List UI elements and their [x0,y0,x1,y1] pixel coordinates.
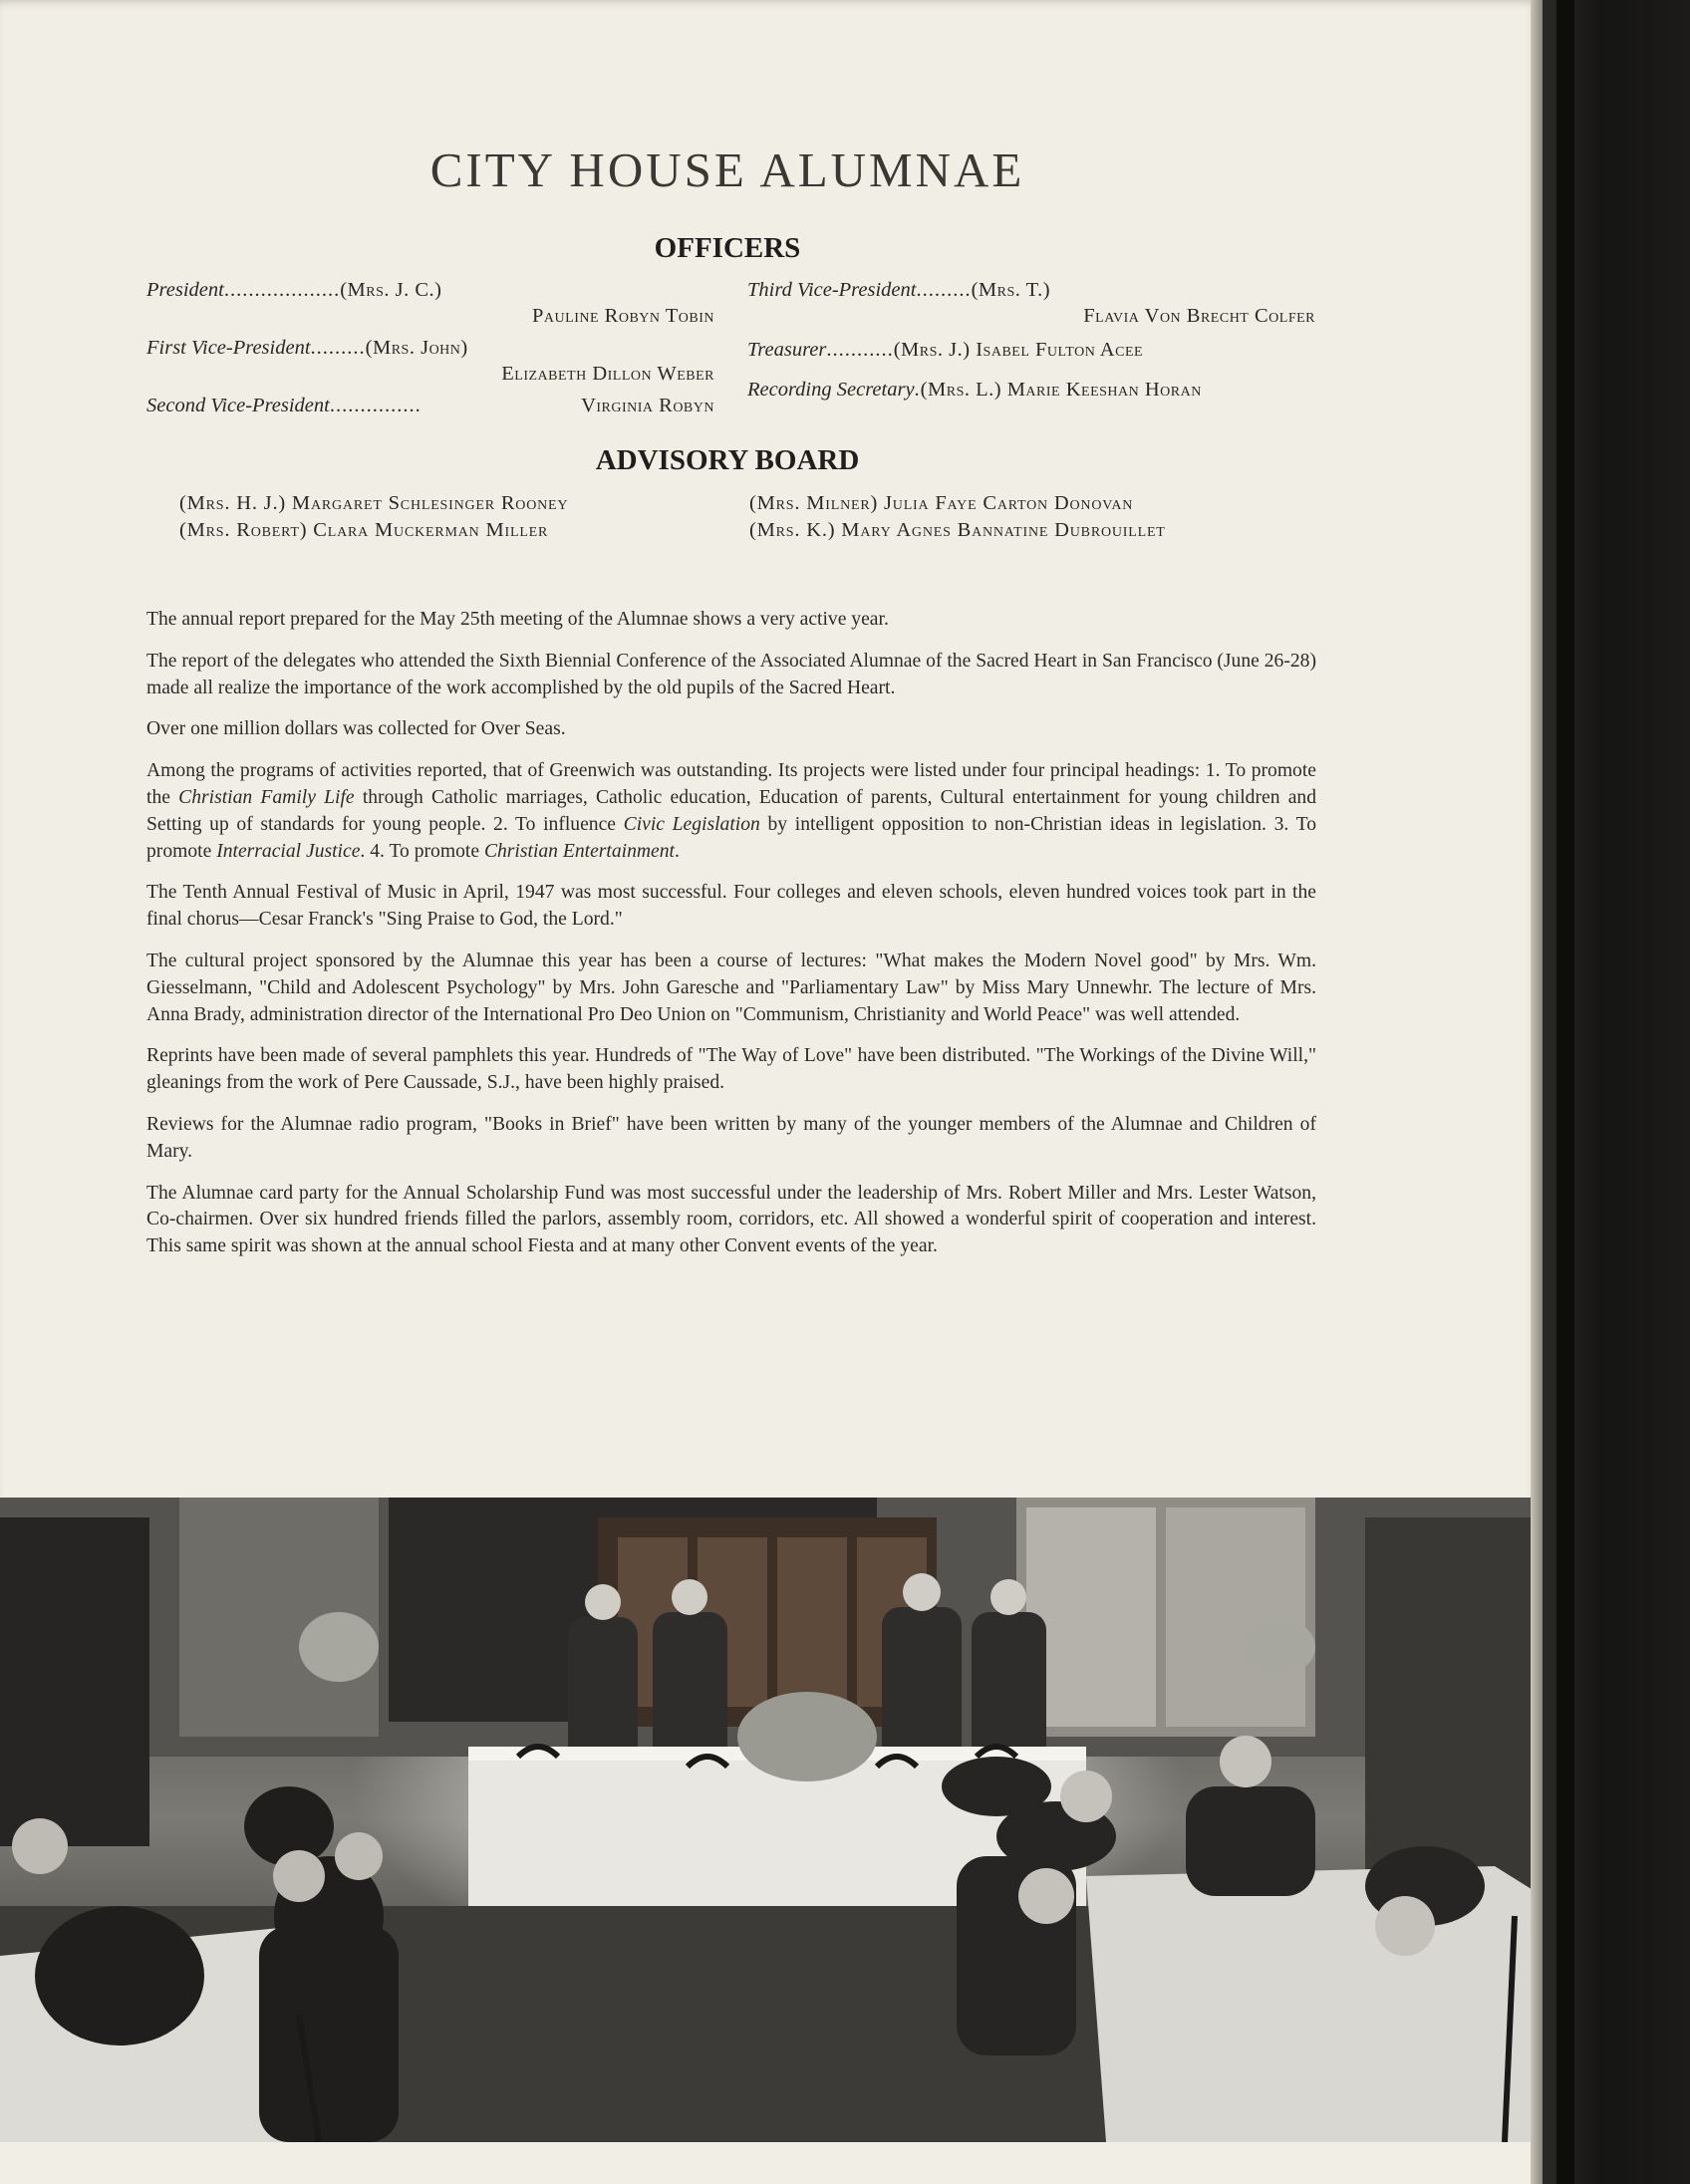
text-run: . [674,840,680,862]
office-title: Recording Secretary [747,379,915,401]
advisory-board-right-column [749,490,1166,544]
officer-entry-second-vice-president [146,393,714,418]
paragraph: Reprints have been made of several pamphlets this year. Hundreds of "The Way of Love" have been distributed. "The Workings of the Divine Will," gleanings from the work of Pere Caussade, S.J., have been highly praised. [146,1045,1316,1094]
paragraph: The cultural project sponsored by the Alumnae this year has been a course of lectures: "What makes the Modern Novel good" by Mrs. Wm. Giesselmann, "Child and Adolescent Psychology" by Mrs. John Garesche and "Parliamentary Law" by Miss Mary Unnewhr. The lecture of Mrs. Anna Brady, administration director of the International Pro Deo Union on "Communism, Christianity and World Peace" was well attended. [146,950,1316,1025]
officer-name: (Mrs. John) [365,337,468,359]
emphasis-text: Christian Entertainment [483,840,675,862]
leader-dots: ......... [310,337,366,359]
page-bottom-margin [0,2142,1543,2184]
paragraph: The Tenth Annual Festival of Music in April, 1947 was most successful. Four colleges and eleven schools, eleven hundred voices took part in the final chorus—Cesar Franck's "Sing Praise to God, the Lord." [146,882,1316,931]
leader-dots: ........... [826,339,894,361]
emphasis-text: Christian Family Life [178,786,355,808]
advisory-board-left-column [179,490,568,544]
report-body [146,607,1316,1275]
officer-entry-president [146,277,714,329]
paragraph: The Alumnae card party for the Annual Scholarship Fund was most successful under the leadership of Mrs. Robert Miller and Mrs. Lester Watson, Co-chairmen. Over six hundred friends filled the parlors, assembly room, corridors, etc. All showed a wonderful spirit of cooperation and interest. This same spirit was shown at the annual school Fiesta and at many other Convent events of the year. [146,1182,1316,1257]
paragraph [146,758,1316,865]
officers-left-column [146,277,714,424]
paragraph: The annual report prepared for the May 25th meeting of the Alumnae shows a very active year. [146,609,889,630]
office-title: President [146,279,224,301]
leader-dots: ................... [223,279,341,301]
paragraph: Over one million dollars was collected for Over Seas. [146,718,566,740]
officer-entry-treasurer [747,337,1315,363]
officer-entry-first-vice-president [146,335,714,387]
officer-name: Virginia Robyn [581,395,714,416]
emphasis-text: Civic Legislation [623,813,760,835]
luncheon-photograph [0,1498,1543,2142]
page-edge [1531,0,1543,2184]
emphasis-text: Interracial Justice [216,840,361,862]
officer-name-continued: Pauline Robyn Tobin [532,305,714,327]
officer-name: (Mrs. J. C.) [340,279,442,301]
book-spine-shadow [1556,0,1574,2184]
officer-name: (Mrs. J.) Isabel Fulton Acee [893,339,1144,361]
board-member: (Mrs. K.) Mary Agnes Bannatine Dubrouillet [749,519,1166,541]
officer-entry-third-vice-president [747,277,1315,329]
officers-right-column [747,277,1315,409]
board-member: (Mrs. Robert) Clara Muckerman Miller [179,519,549,541]
office-title: First Vice-President [146,337,311,359]
officers-heading: OFFICERS [654,232,801,264]
board-member: (Mrs. H. J.) Margaret Schlesinger Rooney [179,492,569,514]
officer-entry-recording-secretary [747,377,1315,403]
office-title: Third Vice-President [747,279,917,301]
text-run: by intelligent opposition to non-Christian ideas in legislation. 3. To promote [146,813,1316,862]
office-title: Second Vice-President [146,395,330,416]
text-run: . 4. To promote [360,840,484,862]
board-member: (Mrs. Milner) Julia Faye Carton Donovan [749,492,1134,514]
text-run: Among the programs of activities reported, that of Greenwich was outstanding. Its projects were listed under four principal headings: 1. To promote the [146,760,1316,808]
paragraph: The report of the delegates who attended the Sixth Biennial Conference of the Associated Alumnae of the Sacred Heart in San Francisco (June 26-28) made all realize the importance of the work accomplished by the old pupils of the Sacred Heart. [146,650,1316,698]
officer-name-continued: Elizabeth Dillon Weber [501,363,714,385]
officer-name: (Mrs. L.) Marie Keeshan Horan [920,379,1202,401]
photograph-illustration [0,1498,1543,2142]
officer-name: (Mrs. T.) [971,279,1051,301]
page-title: CITY HOUSE ALUMNAE [429,142,1025,197]
leader-dots: . [914,379,921,401]
paragraph: Reviews for the Alumnae radio program, "Books in Brief" have been written by many of the younger members of the Alumnae and Children of Mary. [146,1113,1316,1162]
leader-dots: ......... [916,279,972,301]
leader-dots: ............... [329,395,422,416]
officer-name-continued: Flavia Von Brecht Colfer [1083,305,1315,327]
text-run: through Catholic marriages, Catholic education, Education of parents, Cultural entertainment for young children and Setting up of standards for young people. 2. To influence [146,786,1316,835]
advisory-board-heading: ADVISORY BOARD [595,444,860,476]
office-title: Treasurer [747,339,827,361]
